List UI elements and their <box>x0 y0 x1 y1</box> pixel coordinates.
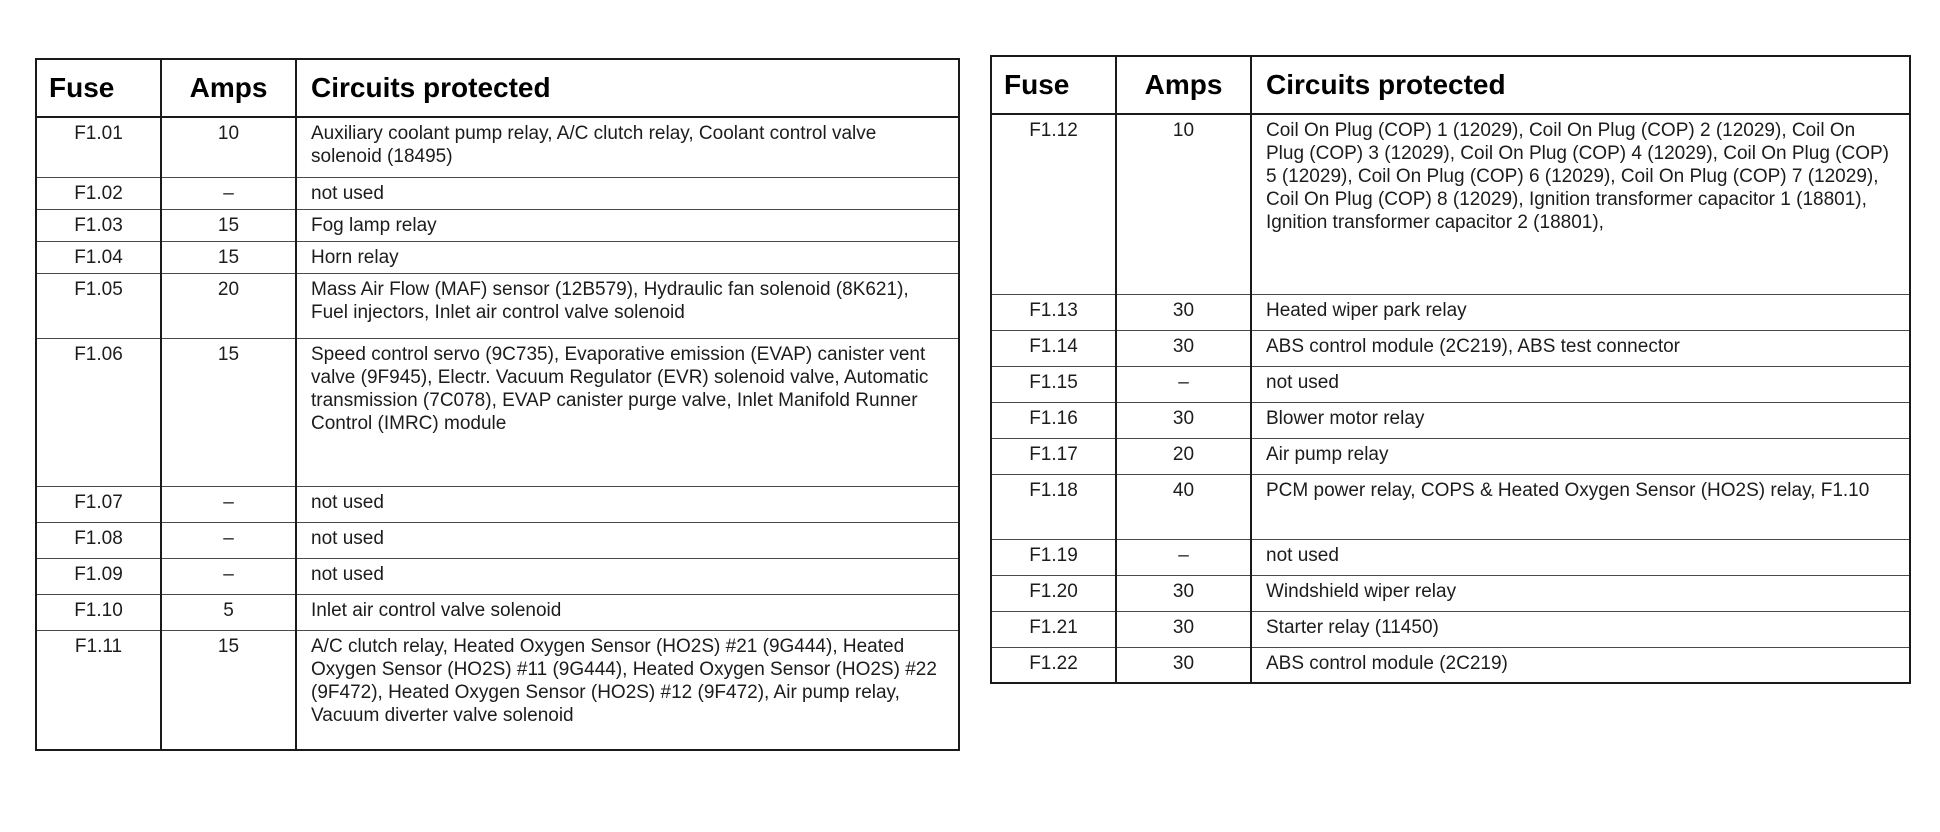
fuse-cell: F1.01 <box>36 117 161 177</box>
fuse-cell: F1.19 <box>991 539 1116 575</box>
circuits-cell: Mass Air Flow (MAF) sensor (12B579), Hydraulic fan solenoid (8K621), Fuel injectors, Inlet air control valve solenoid <box>296 273 959 338</box>
circuits-cell: not used <box>1251 539 1910 575</box>
amps-cell: 30 <box>1116 647 1251 683</box>
table-row <box>36 522 959 558</box>
fuse-cell: F1.02 <box>36 177 161 209</box>
column-header-circuits: Circuits protected <box>296 59 959 117</box>
fuse-cell: F1.16 <box>991 402 1116 438</box>
amps-cell: 30 <box>1116 294 1251 330</box>
table-row <box>991 114 1910 294</box>
circuits-cell: not used <box>296 177 959 209</box>
table-row <box>991 474 1910 539</box>
fuse-cell: F1.22 <box>991 647 1116 683</box>
table-row <box>36 486 959 522</box>
table-row <box>36 594 959 630</box>
fuse-cell: F1.17 <box>991 438 1116 474</box>
table-row <box>36 209 959 241</box>
circuits-cell: not used <box>1251 366 1910 402</box>
amps-cell: 30 <box>1116 611 1251 647</box>
column-header-circuits: Circuits protected <box>1251 56 1910 114</box>
fuse-cell: F1.11 <box>36 630 161 750</box>
column-header-amps: Amps <box>1116 56 1251 114</box>
fuse-cell: F1.15 <box>991 366 1116 402</box>
circuits-cell: Auxiliary coolant pump relay, A/C clutch relay, Coolant control valve solenoid (18495) <box>296 117 959 177</box>
circuits-cell: Air pump relay <box>1251 438 1910 474</box>
amps-cell: 30 <box>1116 330 1251 366</box>
table-row <box>36 630 959 750</box>
circuits-cell: not used <box>296 486 959 522</box>
fuse-cell: F1.03 <box>36 209 161 241</box>
table-row <box>991 294 1910 330</box>
table-row <box>36 558 959 594</box>
fuse-cell: F1.13 <box>991 294 1116 330</box>
table-row <box>36 241 959 273</box>
circuits-cell: ABS control module (2C219) <box>1251 647 1910 683</box>
circuits-cell: PCM power relay, COPS & Heated Oxygen Sensor (HO2S) relay, F1.10 <box>1251 474 1910 539</box>
amps-cell: – <box>161 522 296 558</box>
column-header-fuse: Fuse <box>36 59 161 117</box>
table-row <box>991 611 1910 647</box>
fuse-cell: F1.06 <box>36 338 161 486</box>
fuse-cell: F1.21 <box>991 611 1116 647</box>
table-row <box>36 338 959 486</box>
amps-cell: – <box>1116 539 1251 575</box>
amps-cell: – <box>1116 366 1251 402</box>
fuse-cell: F1.09 <box>36 558 161 594</box>
table-header-row <box>36 59 959 117</box>
column-header-amps: Amps <box>161 59 296 117</box>
amps-cell: 15 <box>161 630 296 750</box>
table-row <box>991 402 1910 438</box>
amps-cell: 20 <box>161 273 296 338</box>
amps-cell: 40 <box>1116 474 1251 539</box>
circuits-cell: Windshield wiper relay <box>1251 575 1910 611</box>
circuits-cell: not used <box>296 522 959 558</box>
table-row <box>36 177 959 209</box>
table-row <box>991 575 1910 611</box>
fuse-cell: F1.08 <box>36 522 161 558</box>
circuits-cell: Horn relay <box>296 241 959 273</box>
amps-cell: 15 <box>161 241 296 273</box>
fuse-cell: F1.20 <box>991 575 1116 611</box>
fuse-cell: F1.10 <box>36 594 161 630</box>
table-row <box>991 647 1910 683</box>
table-row <box>991 438 1910 474</box>
amps-cell: 20 <box>1116 438 1251 474</box>
circuits-cell: A/C clutch relay, Heated Oxygen Sensor (HO2S) #21 (9G444), Heated Oxygen Sensor (HO2S) #11 (9G444), Heated Oxygen Sensor (HO2S) #22 (9F472), Heated Oxygen Sensor (HO2S) #12 (9F472), Air pump relay, Vacuum diverter valve solenoid <box>296 630 959 750</box>
amps-cell: 30 <box>1116 575 1251 611</box>
table-row <box>991 330 1910 366</box>
fuse-table-right <box>990 55 1911 684</box>
circuits-cell: Starter relay (11450) <box>1251 611 1910 647</box>
amps-cell: 10 <box>1116 114 1251 294</box>
fuse-cell: F1.04 <box>36 241 161 273</box>
circuits-cell: Blower motor relay <box>1251 402 1910 438</box>
fuse-cell: F1.18 <box>991 474 1116 539</box>
table-row <box>36 117 959 177</box>
amps-cell: 30 <box>1116 402 1251 438</box>
table-row <box>991 539 1910 575</box>
fuse-cell: F1.05 <box>36 273 161 338</box>
amps-cell: 10 <box>161 117 296 177</box>
amps-cell: – <box>161 486 296 522</box>
circuits-cell: Heated wiper park relay <box>1251 294 1910 330</box>
column-header-fuse: Fuse <box>991 56 1116 114</box>
table-header-row <box>991 56 1910 114</box>
circuits-cell: Speed control servo (9C735), Evaporative emission (EVAP) canister vent valve (9F945), Electr. Vacuum Regulator (EVR) solenoid valve, Automatic transmission (7C078), EVAP canister purge valve, Inlet Manifold Runner Control (IMRC) module <box>296 338 959 486</box>
amps-cell: 15 <box>161 209 296 241</box>
amps-cell: 15 <box>161 338 296 486</box>
amps-cell: 5 <box>161 594 296 630</box>
amps-cell: – <box>161 558 296 594</box>
fuse-cell: F1.07 <box>36 486 161 522</box>
fuse-table-left <box>35 58 960 751</box>
circuits-cell: ABS control module (2C219), ABS test connector <box>1251 330 1910 366</box>
table-row <box>36 273 959 338</box>
circuits-cell: Inlet air control valve solenoid <box>296 594 959 630</box>
circuits-cell: Fog lamp relay <box>296 209 959 241</box>
table-row <box>991 366 1910 402</box>
circuits-cell: not used <box>296 558 959 594</box>
amps-cell: – <box>161 177 296 209</box>
fuse-cell: F1.12 <box>991 114 1116 294</box>
fuse-cell: F1.14 <box>991 330 1116 366</box>
circuits-cell: Coil On Plug (COP) 1 (12029), Coil On Plug (COP) 2 (12029), Coil On Plug (COP) 3 (12029), Coil On Plug (COP) 4 (12029), Coil On Plug (COP) 5 (12029), Coil On Plug (COP) 6 (12029), Coil On Plug (COP) 7 (12029), Coil On Plug (COP) 8 (12029), Ignition transformer capacitor 1 (18801), Ignition transformer capacitor 2 (18801), <box>1251 114 1910 294</box>
